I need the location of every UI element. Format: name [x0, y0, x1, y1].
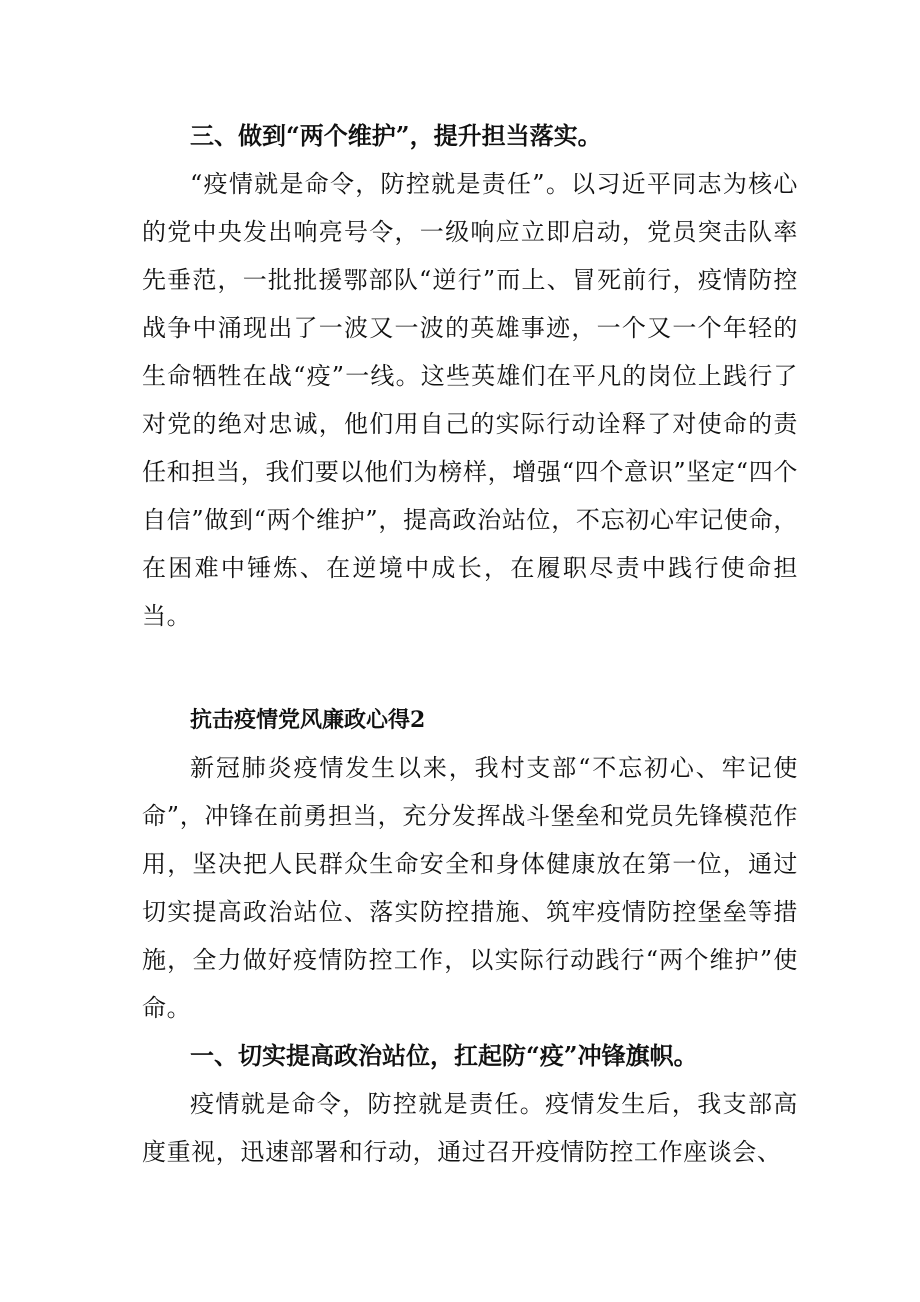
section-paragraph-prevention-response: 疫情就是命令，防控就是责任。疫情发生后，我支部高度重视，迅速部署和行动，通过召开疫情防控工作座谈会、	[142, 1090, 798, 1166]
article-title: 抗击疫情党风廉政心得2	[190, 707, 426, 733]
section-heading-two-maintenances: 三、做到“两个维护”，提升担当落实。	[190, 121, 602, 150]
article-intro-paragraph: 新冠肺炎疫情发生以来，我村支部“不忘初心、牢记使命”，冲锋在前勇担当，充分发挥战斗堡垒和党员先锋模范作用，坚决把人民群众生命安全和身体健康放在第一位，通过切实提高政治站位、落实防控措施、筑牢疫情防控堡垒等措施，全力做好疫情防控工作，以实际行动践行“两个维护”使命。	[142, 754, 798, 1022]
document-page	[142, 112, 798, 1176]
section-paragraph-epidemic-command: “疫情就是命令，防控就是责任”。以习近平同志为核心的党中央发出响亮号令，一级响应立即启动，党员突击队率先垂范，一批批援鄂部队“逆行”而上、冒死前行，疫情防控战争中涌现出了一波又一波的英雄事迹，一个又一个年轻的生命牺牲在战“疫”一线。这些英雄们在平凡的岗位上践行了对党的绝对忠诚，他们用自己的实际行动诠释了对使命的责任和担当，我们要以他们为榜样，增强“四个意识”坚定“四个自信”做到“两个维护”，提高政治站位，不忘初心牢记使命，在困难中锤炼、在逆境中成长，在履职尽责中践行使命担当。	[142, 170, 798, 630]
section-heading-political-stance: 一、切实提高政治站位，扛起防“疫”冲锋旗帜。	[190, 1041, 698, 1070]
